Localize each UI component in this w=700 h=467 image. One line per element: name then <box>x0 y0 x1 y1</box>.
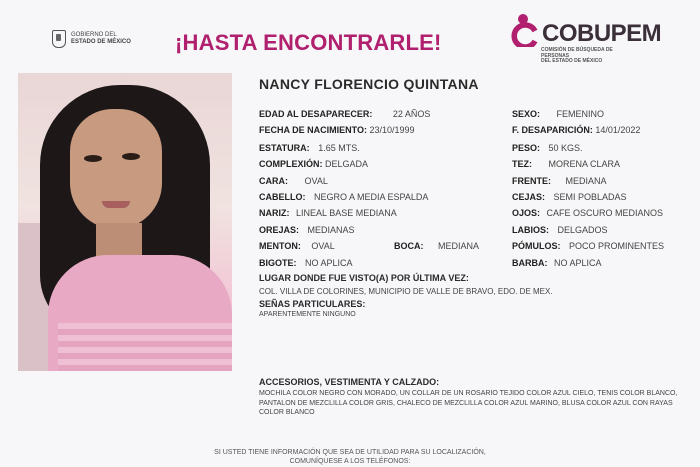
org-name: COBUPEM <box>542 20 662 47</box>
contact-footer <box>0 448 700 466</box>
org-logo <box>508 4 662 64</box>
field-tez: TEZ: MORENA CLARA <box>512 159 621 169</box>
accessories-value: MOCHILA COLOR NEGRO CON MORADO, UN COLLAR DE UN ROSARIO TEJIDO COLOR AZUL CIELO, TENIS COLOR BLANCO, PANTALON DE MEZCLILLA COLOR GRIS, CHALECO DE MEZCLILLA COLOR AZUL MARINO, BLUSA COLOR AZUL CON RAYAS COLOR BLANCO <box>259 390 678 416</box>
field-cejas: CEJAS: SEMI POBLADAS <box>512 192 627 202</box>
field-edad: EDAD AL DESAPARECER: 22 AÑOS <box>259 109 431 119</box>
gov-line-2: ESTADO DE MÉXICO <box>71 39 131 45</box>
page-headline: ¡HASTA ENCONTRARLE! <box>175 30 442 55</box>
government-logo <box>52 30 131 48</box>
distinguishing-marks-value: APARENTEMENTE NINGUNO <box>259 311 356 318</box>
field-desaparicion: F. DESAPARICIÓN: 14/01/2022 <box>512 125 641 135</box>
footer-line-2: COMUNÍQUESE A LOS TELÉFONOS: <box>289 458 411 465</box>
org-subtitle: COMISIÓN DE BÚSQUEDA DE PERSONAS DEL ESTADO DE MÉXICO <box>541 47 613 64</box>
header <box>0 0 700 70</box>
field-boca: BOCA: MEDIANA <box>394 241 480 251</box>
field-frente: FRENTE: MEDIANA <box>512 176 607 186</box>
field-nacimiento: FECHA DE NACIMIENTO: 23/10/1999 <box>259 125 415 135</box>
last-seen-value: COL. VILLA DE COLORINES, MUNICIPIO DE VALLE DE BRAVO, EDO. DE MEX. <box>259 287 553 296</box>
field-cabello: CABELLO: NEGRO A MEDIA ESPALDA <box>259 192 429 202</box>
field-labios: LABIOS: DELGADOS <box>512 225 608 235</box>
org-mark-icon <box>508 13 542 47</box>
missing-person-photo <box>18 73 232 371</box>
field-barba: BARBA: NO APLICA <box>512 258 602 268</box>
accessories-label: ACCESORIOS, VESTIMENTA Y CALZADO: <box>259 377 440 387</box>
gov-line-1: GOBIERNO DEL <box>71 32 117 38</box>
field-estatura: ESTATURA: 1.65 MTS. <box>259 143 360 153</box>
field-nariz: NARIZ: LINEAL BASE MEDIANA <box>259 208 397 218</box>
person-name: NANCY FLORENCIO QUINTANA <box>259 76 479 92</box>
field-cara: CARA: OVAL <box>259 176 328 186</box>
distinguishing-marks-label: SEÑAS PARTICULARES: <box>259 299 366 309</box>
field-peso: PESO: 50 KGS. <box>512 143 583 153</box>
field-menton: MENTON: OVAL <box>259 241 335 251</box>
field-ojos: OJOS: CAFE OSCURO MEDIANOS <box>512 208 664 218</box>
field-orejas: OREJAS: MEDIANAS <box>259 225 355 235</box>
footer-line-1: SI USTED TIENE INFORMACIÓN QUE SEA DE UTILIDAD PARA SU LOCALIZACIÓN, <box>214 449 486 456</box>
field-complexion: COMPLEXIÓN: DELGADA <box>259 159 369 169</box>
field-sexo: SEXO: FEMENINO <box>512 109 605 119</box>
last-seen-label: LUGAR DONDE FUE VISTO(A) POR ÚLTIMA VEZ: <box>259 273 469 283</box>
field-bigote: BIGOTE: NO APLICA <box>259 258 353 268</box>
state-emblem-icon <box>52 30 66 48</box>
field-pomulos: PÓMULOS: POCO PROMINENTES <box>512 241 665 251</box>
